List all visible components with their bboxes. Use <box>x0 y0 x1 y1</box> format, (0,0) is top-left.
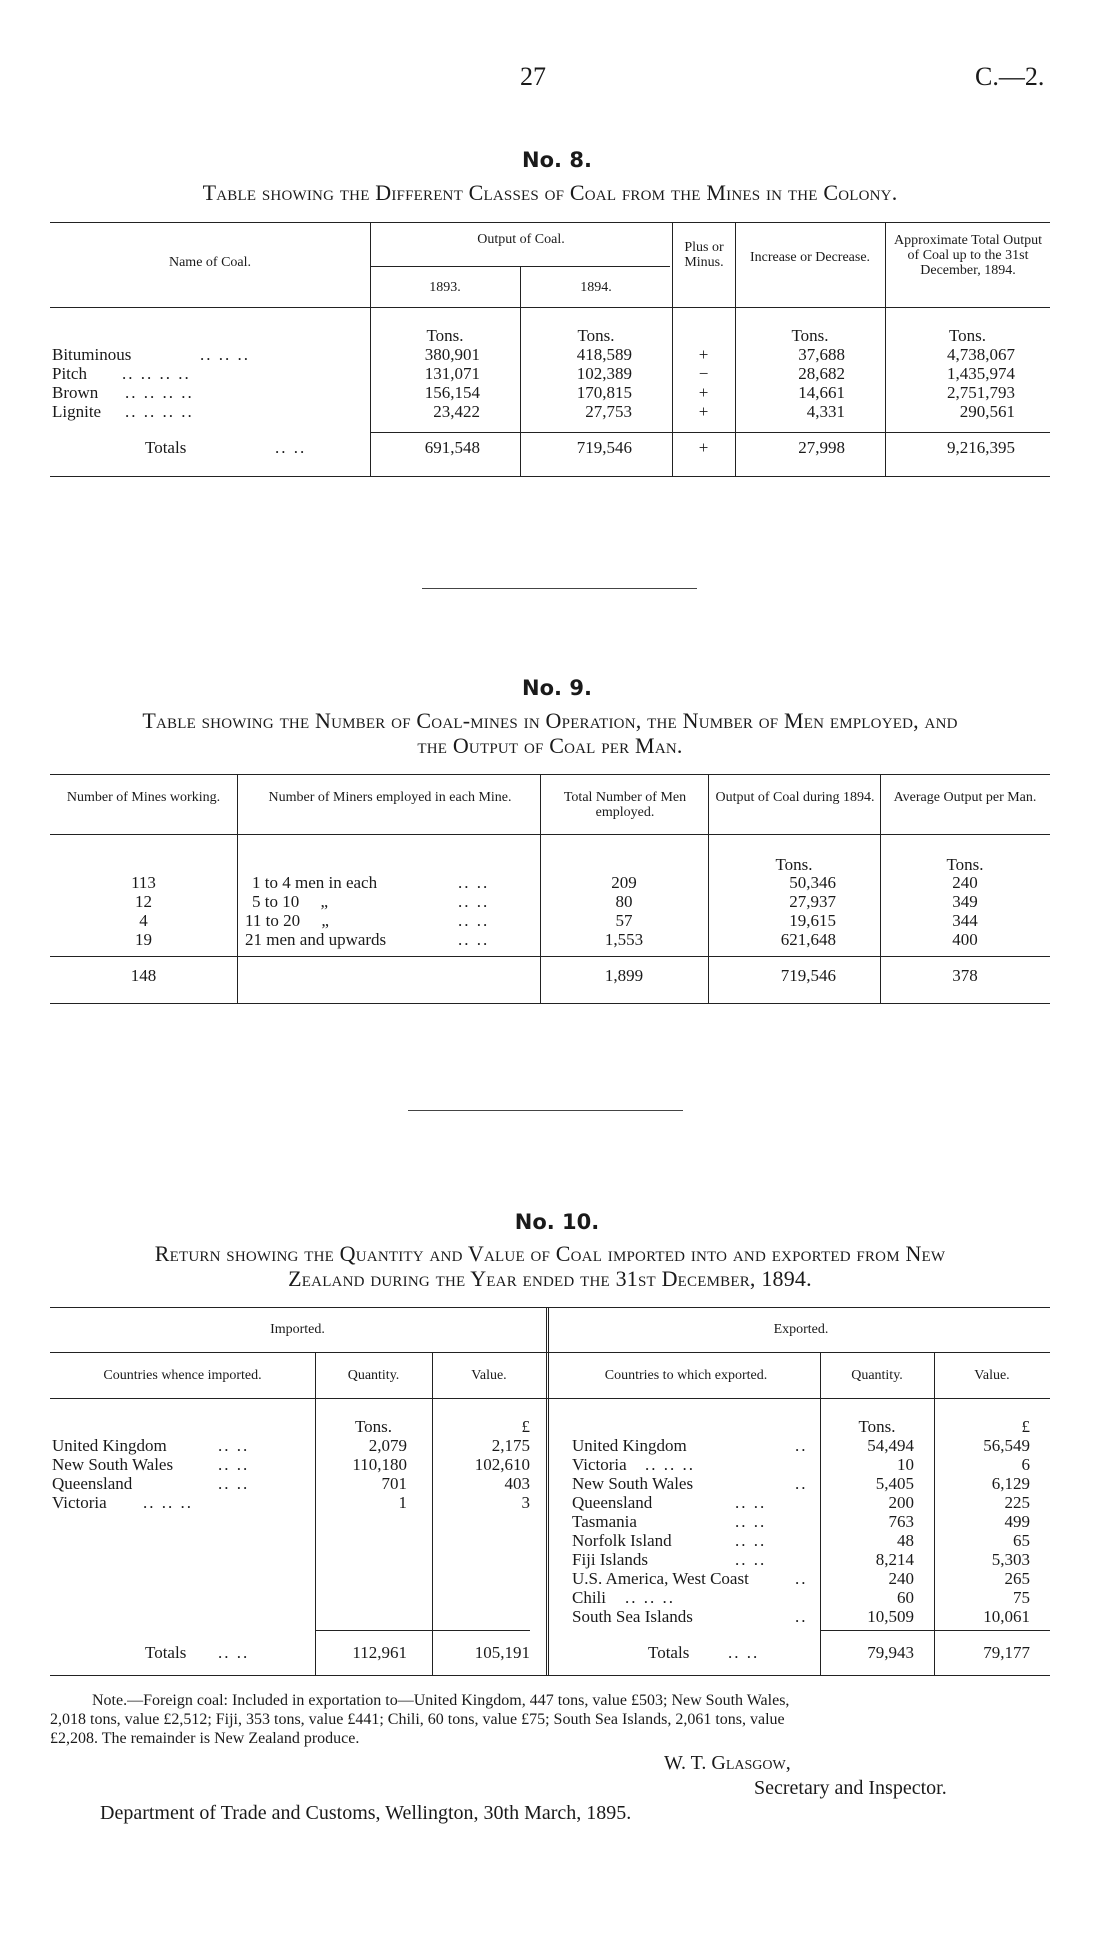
t8-unit: Tons. <box>791 326 829 345</box>
output: 621,648 <box>780 930 836 949</box>
plus-minus: − <box>698 364 709 383</box>
export-quantity: 8,214 <box>875 1550 914 1569</box>
approx-total: 2,751,793 <box>947 383 1015 402</box>
export-total-value: 79,177 <box>983 1643 1030 1662</box>
difference: 4,331 <box>806 402 845 421</box>
t8-header-plus-minus: Plus or Minus. <box>684 240 724 270</box>
import-value: 3 <box>521 1493 530 1512</box>
t10-unit-tons: Tons. <box>858 1417 896 1436</box>
note-line-3: £2,208. The remainder is New Zealand produce. <box>50 1730 360 1747</box>
export-value: 265 <box>1004 1569 1030 1588</box>
export-value: 499 <box>1004 1512 1030 1531</box>
export-quantity: 54,494 <box>867 1436 914 1455</box>
export-value: 10,061 <box>983 1607 1030 1626</box>
table-10-number: No. 10. <box>514 1210 600 1234</box>
table-9-caption-2: the Output of Coal per Man. <box>417 733 683 758</box>
table-8-number: No. 8. <box>522 148 592 172</box>
signature-title: Secretary and Inspector. <box>754 1777 947 1799</box>
plus-minus: + <box>698 345 709 364</box>
t10-header-value: Value. <box>471 1368 507 1383</box>
table-9-caption: Table showing the Number of Coal-mines in Operation, the Number of Men employed, and <box>142 708 958 733</box>
t10-unit-pound: £ <box>1021 1417 1030 1436</box>
t8-header-name: Name of Coal. <box>168 255 252 270</box>
total-average: 378 <box>952 966 978 985</box>
document-reference: C.—2. <box>975 62 1045 91</box>
output-1893: 23,422 <box>433 402 480 421</box>
export-country: Chili <box>572 1588 607 1607</box>
import-value: 102,610 <box>474 1455 530 1474</box>
note-line-2: 2,018 tons, value £2,512; Fiji, 353 tons, value £441; Chili, 60 tons, value £75; South Sea Islands, 2,061 tons, value <box>50 1711 785 1728</box>
output-1894: 27,753 <box>585 402 632 421</box>
t8-header-output: Output of Coal. <box>477 232 565 247</box>
output-1894: 170,815 <box>576 383 632 402</box>
t9-unit: Tons. <box>946 855 984 874</box>
export-country: U.S. America, West Coast <box>572 1569 749 1588</box>
import-country: New South Wales <box>52 1455 174 1474</box>
coal-name: Pitch <box>52 364 87 383</box>
mines-working: 19 <box>135 930 152 949</box>
coal-name: Bituminous <box>52 345 132 364</box>
t8-unit: Tons. <box>948 326 987 345</box>
plus-minus: + <box>698 383 709 402</box>
section-divider <box>422 588 697 589</box>
t10-header-quantity: Quantity. <box>347 1368 400 1383</box>
total-men: 80 <box>615 892 633 911</box>
note-line-1: Note.—Foreign coal: Included in exportation to—United Kingdom, 447 tons, value £503; New South Wales, <box>92 1692 790 1709</box>
export-quantity: 200 <box>888 1493 914 1512</box>
export-country: New South Wales <box>572 1474 694 1493</box>
t8-unit: Tons. <box>577 326 615 345</box>
t8-unit: Tons. <box>426 326 464 345</box>
t10-header-imported: Imported. <box>270 1322 325 1337</box>
output-1894: 102,389 <box>576 364 632 383</box>
import-country: Victoria <box>52 1493 107 1512</box>
export-value: 65 <box>1013 1531 1030 1550</box>
total-approx: 9,216,395 <box>947 438 1015 457</box>
total-men: 1,899 <box>604 966 644 985</box>
miners-range: 5 to 10 „ <box>252 892 329 911</box>
t9-unit: Tons. <box>775 855 813 874</box>
average: 349 <box>952 892 978 911</box>
t8-header-increase: Increase or Decrease. <box>749 250 871 265</box>
t9-header-miners: Number of Miners employed in each Mine. <box>268 790 512 805</box>
export-value: 225 <box>1004 1493 1030 1512</box>
table-10-caption: Return showing the Quantity and Value of Coal imported into and exported from New <box>154 1241 946 1266</box>
t10-header-countries-exported: Countries to which exported. <box>604 1368 768 1383</box>
export-country: United Kingdom <box>572 1436 687 1455</box>
t10-unit-pound: £ <box>521 1417 530 1436</box>
total-men: 1,553 <box>604 930 644 949</box>
approx-total: 1,435,974 <box>947 364 1015 383</box>
import-country: Queensland <box>52 1474 133 1493</box>
mines-working: 12 <box>135 892 152 911</box>
export-value: 6 <box>1021 1455 1030 1474</box>
export-quantity: 240 <box>888 1569 914 1588</box>
t10-header-value: Value. <box>974 1368 1010 1383</box>
output-1893: 131,071 <box>424 364 480 383</box>
department-line: Department of Trade and Customs, Wellington, 30th March, 1895. <box>100 1802 632 1824</box>
coal-name: Brown <box>52 383 99 402</box>
export-quantity: 763 <box>888 1512 914 1531</box>
difference: 14,661 <box>798 383 845 402</box>
average: 344 <box>952 911 978 930</box>
approx-total: 290,561 <box>959 402 1015 421</box>
import-quantity: 701 <box>381 1474 407 1493</box>
table-10-caption-2: Zealand during the Year ended the 31st December, 1894. <box>288 1266 812 1291</box>
export-quantity: 10 <box>897 1455 914 1474</box>
table-9-number: No. 9. <box>522 676 592 700</box>
t10-header-countries-imported: Countries whence imported. <box>103 1368 262 1383</box>
export-country: Queensland <box>572 1493 653 1512</box>
t10-header-exported: Exported. <box>773 1322 829 1337</box>
t9-header-mines: Number of Mines working. <box>66 790 221 805</box>
output-1893: 156,154 <box>424 383 480 402</box>
output: 19,615 <box>789 911 836 930</box>
t9-header-total-men: Total Number of Men employed. <box>563 790 687 820</box>
import-value: 2,175 <box>491 1436 530 1455</box>
export-country: Fiji Islands <box>572 1550 649 1569</box>
t8-header-approx: Approximate Total Output of Coal up to the 31st December, 1894. <box>893 233 1043 278</box>
section-divider <box>408 1110 683 1111</box>
plus-minus: + <box>698 402 709 421</box>
totals-label: Totals <box>145 438 187 457</box>
export-value: 6,129 <box>991 1474 1030 1493</box>
total-mines: 148 <box>130 966 157 985</box>
total-men: 209 <box>611 873 637 892</box>
table-8-caption: Table showing the Different Classes of Coal from the Mines in the Colony. <box>202 180 898 205</box>
page-number: 27 <box>520 62 546 91</box>
export-country: South Sea Islands <box>572 1607 693 1626</box>
t9-header-output: Output of Coal during 1894. <box>715 790 875 805</box>
total-difference: 27,998 <box>798 438 845 457</box>
export-country: Victoria <box>572 1455 627 1474</box>
import-quantity: 110,180 <box>352 1455 407 1474</box>
export-quantity: 5,405 <box>875 1474 914 1493</box>
export-quantity: 10,509 <box>867 1607 914 1626</box>
import-total-quantity: 112,961 <box>352 1643 407 1662</box>
t8-header-1893: 1893. <box>429 280 461 295</box>
total-men: 57 <box>615 911 633 930</box>
export-country: Norfolk Island <box>572 1531 672 1550</box>
difference: 28,682 <box>798 364 845 383</box>
import-country: United Kingdom <box>52 1436 167 1455</box>
export-total-quantity: 79,943 <box>867 1643 914 1662</box>
t10-header-quantity: Quantity. <box>851 1368 903 1383</box>
output: 50,346 <box>789 873 836 892</box>
signature-name: W. T. Glasgow, <box>664 1752 791 1774</box>
import-value: 403 <box>504 1474 530 1493</box>
coal-name: Lignite <box>52 402 102 421</box>
t8-header-1894: 1894. <box>580 280 612 295</box>
import-quantity: 2,079 <box>368 1436 407 1455</box>
export-quantity: 48 <box>897 1531 914 1550</box>
miners-range: 11 to 20 „ <box>245 911 329 930</box>
export-value: 75 <box>1013 1588 1030 1607</box>
t10-unit-tons: Tons. <box>354 1417 393 1436</box>
total-1894: 719,546 <box>576 438 632 457</box>
total-1893: 691,548 <box>424 438 480 457</box>
approx-total: 4,738,067 <box>947 345 1015 364</box>
export-country: Tasmania <box>572 1512 637 1531</box>
difference: 37,688 <box>798 345 845 364</box>
import-quantity: 1 <box>398 1493 407 1512</box>
mines-working: 4 <box>139 911 148 930</box>
total-sign: + <box>698 438 709 457</box>
average: 240 <box>952 873 978 892</box>
output-1893: 380,901 <box>424 345 480 364</box>
miners-range: 21 men and upwards <box>245 930 387 949</box>
mines-working: 113 <box>131 873 156 892</box>
average: 400 <box>952 930 978 949</box>
t9-header-average: Average Output per Man. <box>893 790 1037 805</box>
export-quantity: 60 <box>897 1588 914 1607</box>
total-output: 719,546 <box>780 966 836 985</box>
export-totals-label: Totals <box>648 1643 690 1662</box>
export-value: 56,549 <box>983 1436 1030 1455</box>
import-total-value: 105,191 <box>474 1643 530 1662</box>
miners-range: 1 to 4 men in each <box>252 873 378 892</box>
output-1894: 418,589 <box>576 345 632 364</box>
import-totals-label: Totals <box>145 1643 187 1662</box>
output: 27,937 <box>789 892 836 911</box>
export-value: 5,303 <box>991 1550 1030 1569</box>
